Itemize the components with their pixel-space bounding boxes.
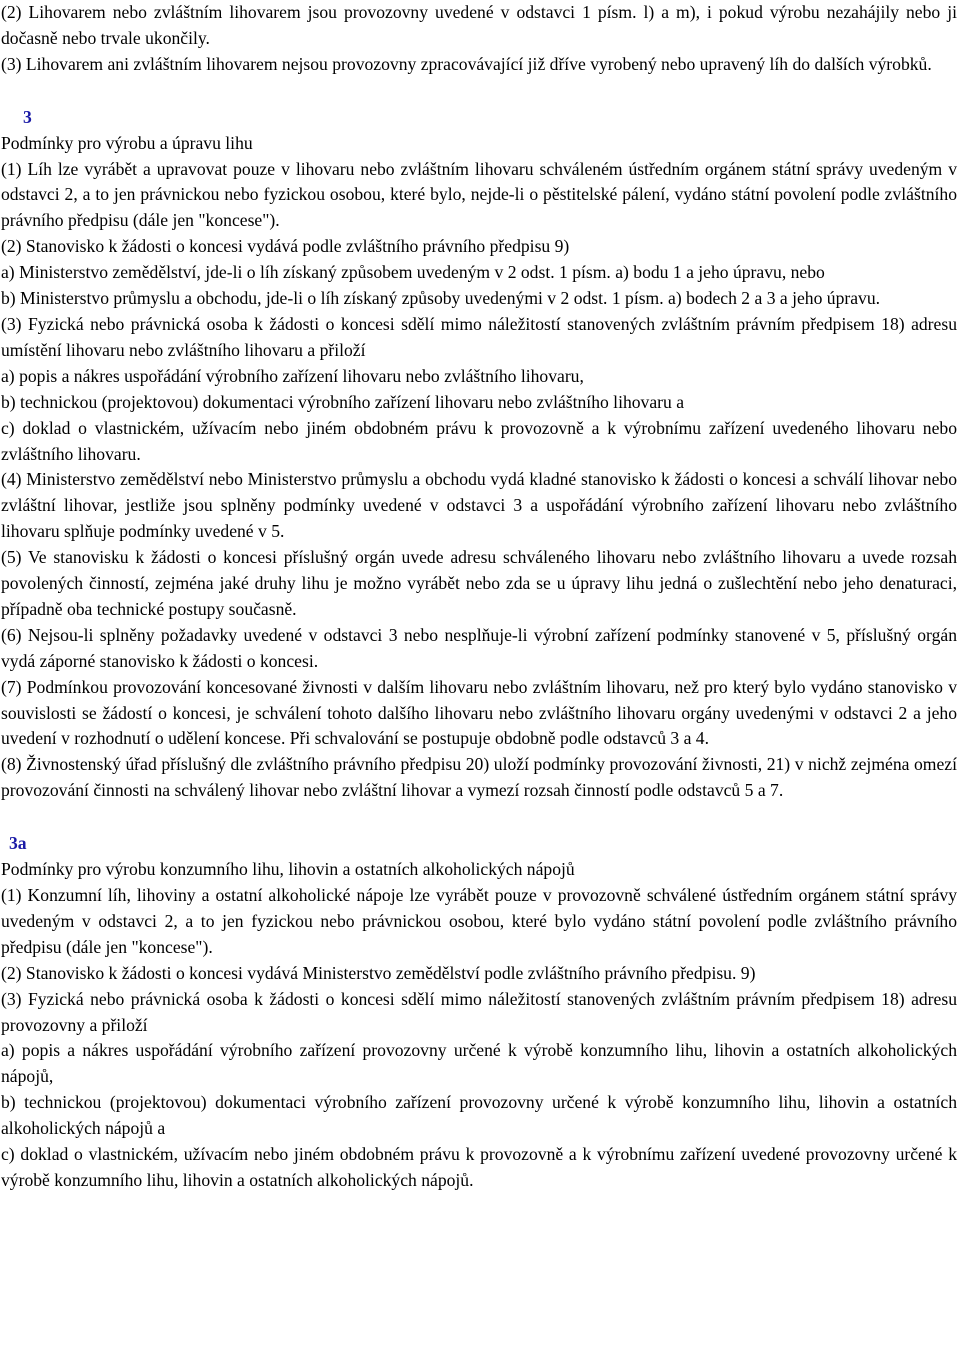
section-3a-heading: 3a xyxy=(9,833,27,854)
section-3-title: Podmínky pro výrobu a úpravu lihu xyxy=(1,132,253,153)
section-3 xyxy=(1,105,957,804)
section-3a-paragraph: a) popis a nákres uspořádání výrobního zařízení provozovny určené k výrobě konzumního lihu, lihovin a ostatních alkoholických nápojů, xyxy=(1,1040,957,1087)
section-3-paragraph: (1) Líh lze vyrábět a upravovat pouze v lihovaru nebo zvláštním lihovaru schváleném ústředním orgánem státní správy uvedeným v odstavci 2, a to jen právnickou nebo fyzickou osobou, které bylo, nejde-li o pěstitelské pálení, vydáno státní povolení podle zvláštního právního předpisu (dále jen "koncese"). xyxy=(1,158,957,231)
section-3-heading: 3 xyxy=(23,106,32,127)
section-3-paragraph: (3) Fyzická nebo právnická osoba k žádosti o koncesi sdělí mimo náležitostí stanovených zvláštním právním předpisem 18) adresu umístění lihovaru nebo zvláštního lihovaru a přiloží xyxy=(1,313,957,360)
section-3a-paragraph: c) doklad o vlastnickém, užívacím nebo jiném obdobném právu k provozovně a k výrobnímu zařízení uvedené provozovny určené k výrobě konzumního lihu, lihovin a ostatních alkoholických nápojů. xyxy=(1,1144,957,1190)
section-3-paragraph: (5) Ve stanovisku k žádosti o koncesi příslušný orgán uvede adresu schváleného lihovaru nebo zvláštního lihovaru a uvede rozsah povolených činností, zejména jaké druhy lihu je možno vyrábět nebo zda se u úpravy lihu jedná o zušlechtění nebo jeho denaturaci, případně oba technické postupy současně. xyxy=(1,547,957,619)
section-3a-paragraph: (3) Fyzická nebo právnická osoba k žádosti o koncesi sdělí mimo náležitostí stanovených zvláštním právním předpisem 18) adresu provozovny a přiloží xyxy=(1,988,957,1035)
section-3-paragraph: c) doklad o vlastnickém, užívacím nebo jiném obdobném právu k provozovně a k výrobnímu zařízení uvedeného lihovaru nebo zvláštního lihovaru. xyxy=(1,417,957,464)
section-3-paragraph: (2) Stanovisko k žádosti o koncesi vydává podle zvláštního právního předpisu 9) xyxy=(1,236,570,257)
section-3-paragraph: (7) Podmínkou provozování koncesované živnosti v dalším lihovaru nebo zvláštním lihovaru, než pro který bylo vydáno stanovisko v souvislosti se žádostí o koncesi, je schválení tohoto dalšího lihovaru nebo zvláštního lihovaru orgány uvedenými v odstavci 2 a jeho uvedení v rozhodnutí o udělení koncese. Při schvalování se postupuje obdobně podle odstavců 3 a 4. xyxy=(1,676,957,749)
section-3-paragraph: b) Ministerstvo průmyslu a obchodu, jde-li o líh získaný způsoby uvedenými v 2 odst. 1 písm. a) bodech 2 a 3 a jeho úpravu. xyxy=(1,288,881,309)
section-3-paragraph: (8) Živnostenský úřad příslušný dle zvláštního právního předpisu 20) uloží podmínky provozování živnosti, 21) v nichž zejména omezí provozování činnosti na schválený lihovar nebo zvláštní lihovar a vymezí rozsah činností podle odstavců 5 a 7. xyxy=(1,754,957,801)
intro-paragraph-3: (3) Lihovarem ani zvláštním lihovarem nejsou provozovny zpracovávající již dříve vyrobený nebo upravený líh do dalších výrobků. xyxy=(1,53,932,74)
section-3-paragraph: a) popis a nákres uspořádání výrobního zařízení lihovaru nebo zvláštního lihovaru, xyxy=(1,365,584,386)
section-3a-paragraph: b) technickou (projektovou) dokumentaci výrobního zařízení provozovny určené k výrobě konzumního lihu, lihovin a ostatních alkoholických nápojů a xyxy=(1,1092,957,1139)
section-3-paragraph: a) Ministerstvo zemědělství, jde-li o líh získaný způsobem uvedeným v 2 odst. 1 písm. a) bodu 1 a jeho úpravu, nebo xyxy=(1,262,825,283)
section-3a xyxy=(1,831,957,1194)
section-3a-title: Podmínky pro výrobu konzumního lihu, lihovin a ostatních alkoholických nápojů xyxy=(1,859,575,880)
intro-paragraph-2: (2) Lihovarem nebo zvláštním lihovarem jsou provozovny uvedené v odstavci 1 písm. l) a m), i pokud výrobu nezahájily nebo ji dočasně nebo trvale ukončily. xyxy=(1,2,957,48)
section-3-paragraph: (4) Ministerstvo zemědělství nebo Ministerstvo průmyslu a obchodu vydá kladné stanovisko k žádosti o koncesi a schválí lihovar nebo zvláštní lihovar, jestliže jsou splněny podmínky uvedené v odstavci 3 a uspořádání výrobního zařízení lihovaru nebo zvláštního lihovaru splňuje podmínky uvedené v 5. xyxy=(1,469,957,542)
section-3-paragraph: (6) Nejsou-li splněny požadavky uvedené v odstavci 3 nebo nesplňuje-li výrobní zařízení podmínky stanovené v 5, příslušný orgán vydá záporné stanovisko k žádosti o koncesi. xyxy=(1,624,957,671)
section-3a-paragraph: (2) Stanovisko k žádosti o koncesi vydává Ministerstvo zemědělství podle zvláštního právního předpisu. 9) xyxy=(1,962,756,983)
section-3-paragraph: b) technickou (projektovou) dokumentaci výrobního zařízení lihovaru nebo zvláštního lihovaru a xyxy=(1,391,685,412)
section-3a-paragraph: (1) Konzumní líh, lihoviny a ostatní alkoholické nápoje lze vyrábět pouze v provozovně schválené ústředním orgánem státní správy uvedeným v odstavci 2, a to jen fyzickou nebo právnickou osobou, které bylo vydáno státní povolení podle zvláštního právního předpisu (dále jen "koncese"). xyxy=(1,885,957,957)
